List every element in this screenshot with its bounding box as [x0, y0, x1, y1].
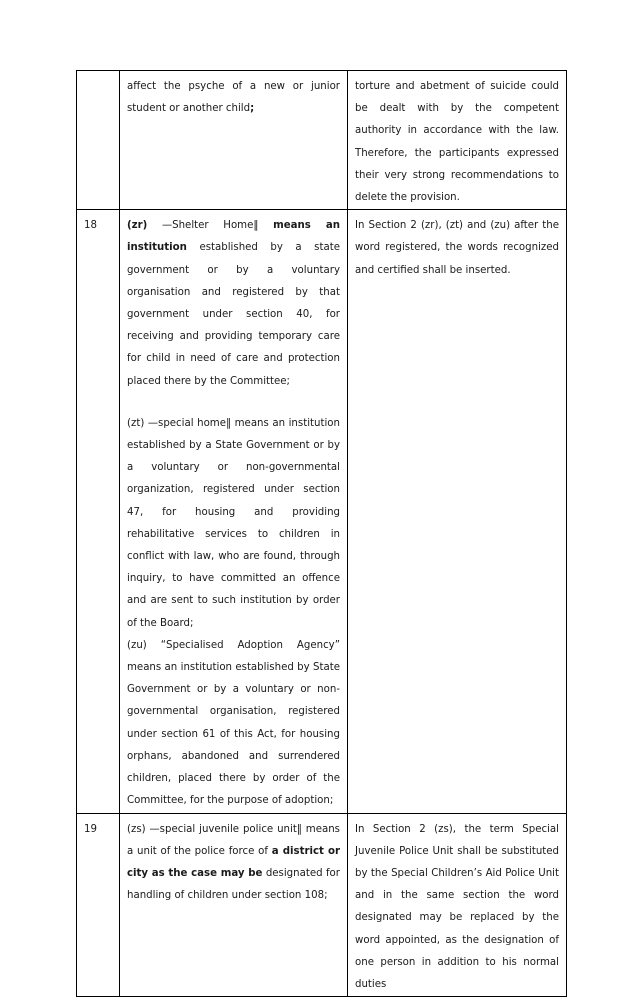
row-number: 18 [77, 210, 120, 813]
recommendation-text: torture and abetment of suicide could be dealt with by the competent authority in accordance with the law. Therefore, the participants expressed their very strong recommendations to delete the provision. [348, 71, 567, 210]
clause-term: —Shelter Home‖ [147, 220, 274, 232]
table-row [77, 71, 567, 210]
comparison-table [76, 70, 567, 997]
provision-text-part: affect the psyche of a new or junior student or another child [127, 81, 340, 115]
recommendation-text: In Section 2 (zs), the term Special Juvenile Police Unit shall be substituted by the Special Children’s Aid Police Unit and in the same section the word designated may be replaced by the word appointed, as the designation of one person in addition to his normal duties [348, 813, 567, 997]
provision-text [120, 210, 348, 813]
provision-text-part: (zs) —special juvenile police unit‖ means a unit of the police force of [127, 823, 340, 857]
row-number: 19 [77, 813, 120, 997]
clause-rest: established by a state government or by a voluntary organisation and registered by that government under section 40, for receiving and providing temporary care for child in need of care and protection placed there by the Committee; [127, 242, 340, 387]
provision-text-bold: a district or city as the case may be [127, 845, 341, 879]
provision-text-bold: ; [250, 103, 255, 115]
provision-text-part: designated for handling of children under section 108; [127, 867, 340, 902]
provision-text [120, 813, 348, 997]
row-number [77, 71, 120, 210]
table-row [77, 210, 567, 813]
recommendation-text: In Section 2 (zr), (zt) and (zu) after the word registered, the words recognized and certified shall be inserted. [348, 210, 567, 813]
clause-label: (zr) [127, 220, 148, 232]
table-row [77, 813, 567, 997]
clause-zu: (zu) “Specialised Adoption Agency” means an institution established by State Government or by a voluntary or non-governmental organisation, registered under section 61 of this Act, for housing orphans, abandoned and surrendered children, placed there by order of the Committee, for the purpose of adoption; [127, 639, 340, 807]
clause-zr [127, 215, 340, 393]
provision-text [120, 71, 348, 210]
clause-bold-tail: means an institution [127, 220, 340, 254]
clause-zt: (zt) —special home‖ means an institution established by a State Government or by a voluntary or non-governmental organization, registered under section 47, for housing and providing rehabilitative services to children in conflict with law, who are found, through inquiry, to have committed an offence and are sent to such institution by order of the Board; [127, 417, 340, 629]
